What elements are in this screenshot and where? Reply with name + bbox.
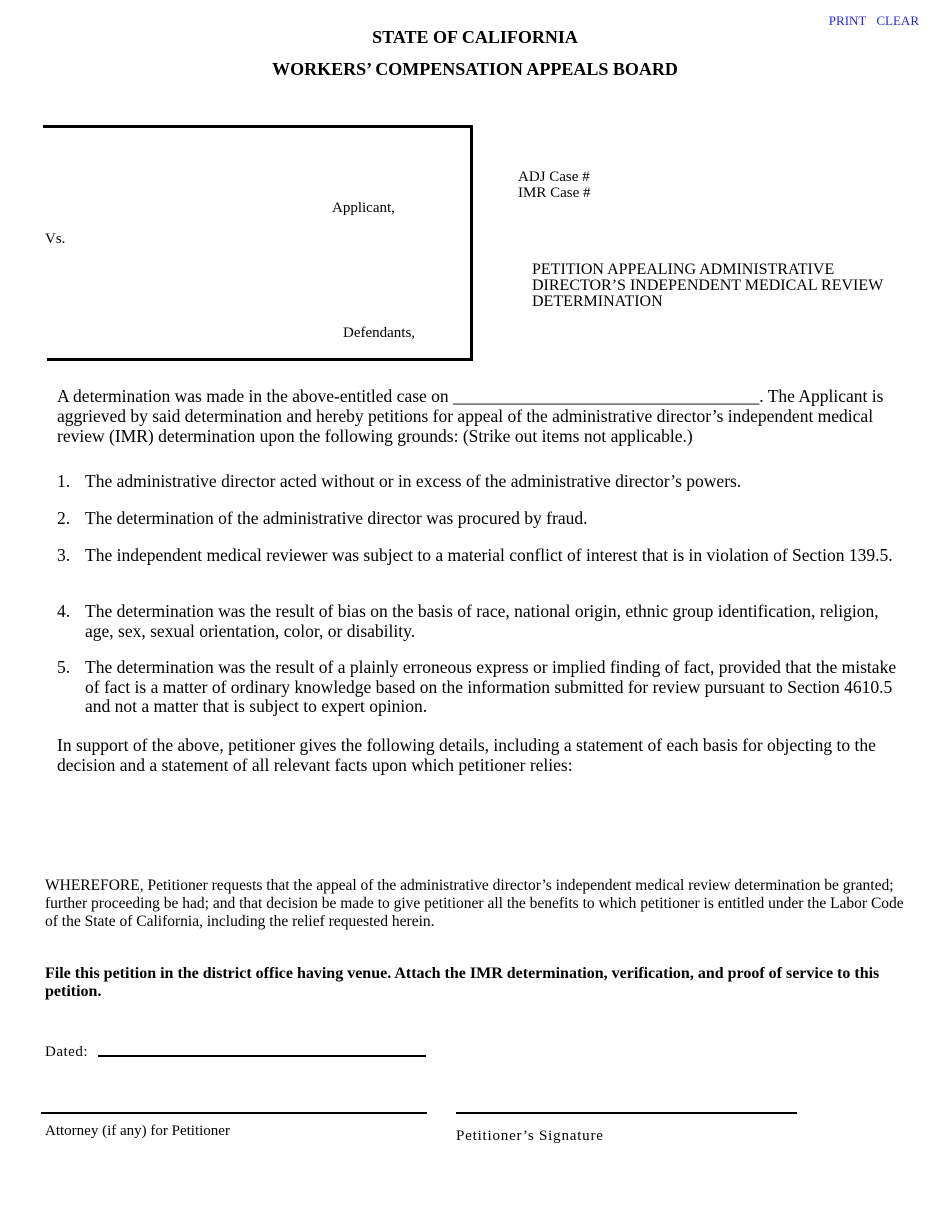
versus-label: Vs.: [45, 231, 66, 247]
board-title: WORKERS’ COMPENSATION APPEALS BOARD: [272, 59, 678, 79]
wherefore-paragraph: WHEREFORE, Petitioner requests that the appeal of the administrative director’s independent medical review determination be granted; further proceeding be had; and that decision be made to give petitioner all the benefits to which petitioner is entitled under the Labor Code of the State of California, including the relief requested herein.: [45, 877, 904, 930]
petitioner-signature-label: Petitioner’s Signature: [456, 1128, 604, 1144]
ground-text: The independent medical reviewer was subject to a material conflict of interest that is in violation of Section 139.5.: [85, 545, 893, 565]
grounds-list: [57, 546, 897, 566]
ground-number: 2.: [57, 508, 71, 528]
applicant-label: Applicant,: [332, 200, 395, 216]
ground-number: 5.: [57, 657, 71, 677]
adj-case-number-label: ADJ Case #: [518, 169, 590, 185]
state-title: STATE OF CALIFORNIA: [372, 27, 578, 47]
ground-item: [57, 658, 897, 717]
ground-item: [57, 546, 897, 566]
ground-item: [57, 602, 897, 641]
caption-right-rule: [470, 125, 473, 361]
caption-bottom-rule: [47, 358, 473, 361]
dated-field-line[interactable]: [98, 1055, 426, 1057]
dated-label: Dated:: [45, 1044, 88, 1060]
petitioner-signature-line[interactable]: [456, 1112, 797, 1114]
filing-instructions: File this petition in the district office having venue. Attach the IMR determination, verification, and proof of service to this petition.: [45, 965, 880, 1000]
ground-number: 4.: [57, 601, 71, 621]
support-details-paragraph: In support of the above, petitioner gives the following details, including a statement of each basis for objecting to the decision and a statement of all relevant facts upon which petitioner relies:: [57, 735, 876, 775]
clear-link[interactable]: CLEAR: [876, 13, 919, 28]
ground-number: 3.: [57, 545, 71, 565]
print-link[interactable]: PRINT: [828, 13, 867, 28]
imr-case-number-label: IMR Case #: [518, 185, 591, 201]
attorney-signature-line[interactable]: [41, 1112, 427, 1114]
ground-item: [57, 509, 897, 529]
ground-text: The administrative director acted without or in excess of the administrative director’s powers.: [85, 471, 742, 491]
caption-top-rule: [43, 125, 473, 128]
petition-title: PETITION APPEALING ADMINISTRATIVE DIRECTOR’S INDEPENDENT MEDICAL REVIEW DETERMINATION: [532, 261, 883, 310]
defendants-label: Defendants,: [343, 325, 416, 341]
grounds-list: [57, 602, 897, 641]
ground-text: The determination was the result of bias on the basis of race, national origin, ethnic group identification, religion, age, sex, sexual orientation, color, or disability.: [85, 601, 879, 641]
ground-text: The determination was the result of a plainly erroneous express or implied finding of fact, provided that the mistake of fact is a matter of ordinary knowledge based on the information submitted for review pursuant to Section 4610.5 and not a matter that is subject to expert opinion.: [85, 657, 897, 716]
grounds-list: [57, 509, 897, 529]
grounds-list: [57, 472, 897, 492]
ground-item: [57, 472, 897, 492]
ground-text: The determination of the administrative director was procured by fraud.: [85, 508, 588, 528]
ground-number: 1.: [57, 471, 71, 491]
attorney-label: Attorney (if any) for Petitioner: [45, 1123, 230, 1139]
determination-intro-paragraph: A determination was made in the above-entitled case on ___________________________________. The Applicant is aggrieved by said determination and hereby petitions for appeal of the administrative director’s independent medical review (IMR) determination upon the following grounds: (Strike out items not applicable.): [57, 386, 884, 446]
grounds-list: [57, 658, 897, 717]
